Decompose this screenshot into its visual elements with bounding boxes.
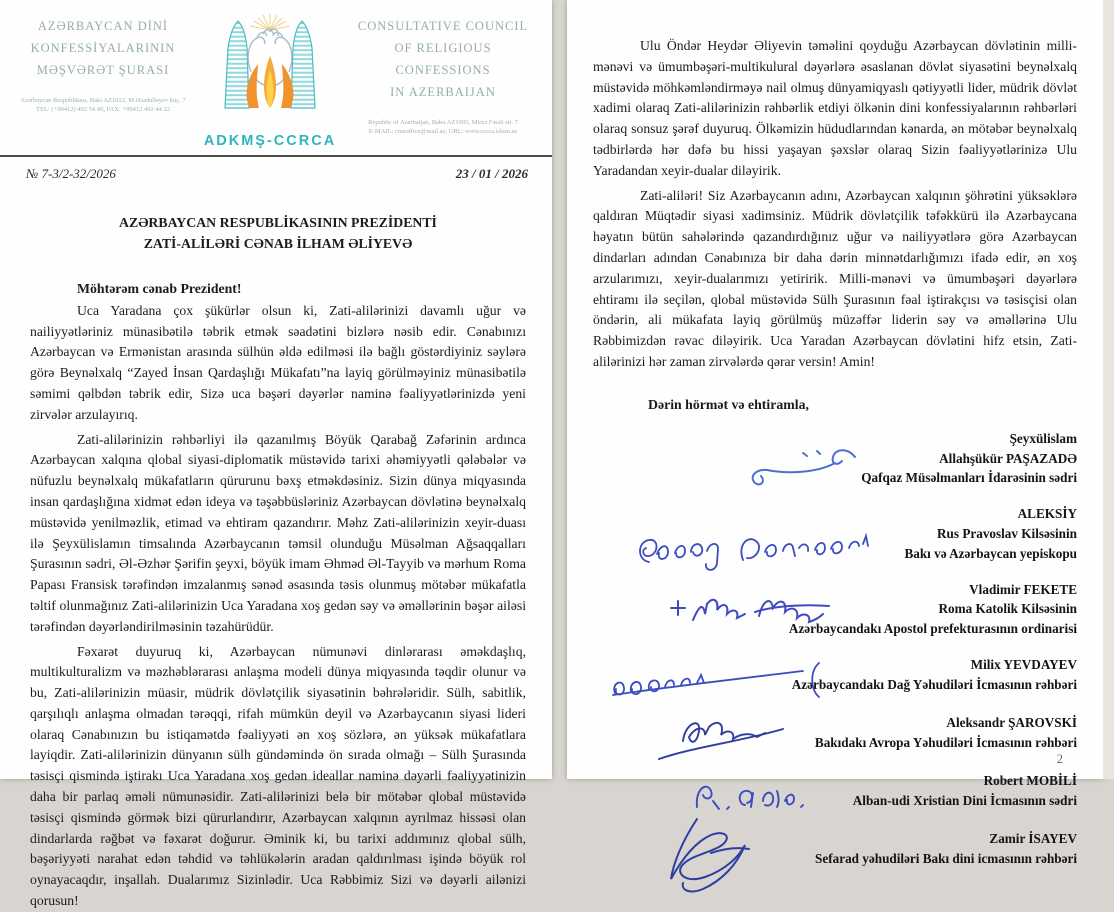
flame-icon — [247, 56, 294, 108]
letterhead — [0, 0, 552, 149]
address-en-line1: Republic of Azerbaijan, Baku AZ1005, Mirzə Fətəli str. 7 — [368, 118, 518, 126]
paragraph: Ulu Öndər Heydər Əliyevin təməlini qoyduğu Azərbaycan dövlətinin milli-mənəvi və ümumbəşəri-multikulural dəyərlərə əsaslanan dövlət siyasətini beynəlxalq müstəvidə möhkəmləndirməyə nail olmuş dünyamiqyaslı qətiyyətli lider, müdrik dövlət xadimi olaraq Zati-alilərinizin rəhbərlik etdiyi ölkənin dini konfessiyalarının rəhbərləri olaraq sonsuz şərəf duyuruq. Ölkəmizin hüdudlarından kənarda, ən mötəbər beynəlxalq tədbirlərdə hər dəfə bu hissi yaşayan şəxslər olaraq Sizin fəaliyyətlərinizə Ulu Yaradandan xeyir-dualar diləyirik. — [593, 38, 1077, 178]
signature-area — [567, 429, 1103, 871]
paragraph: Uca Yaradana çox şükürlər olsun ki, Zati-alilərinizi davamlı uğur və nailiyyətləriniz münasibətilə təbrik etmək səadətini bizlərə nəsib edir. Cənabınızı Azərbaycan və Ermənistan arasında sülhün əldə edilməsi ilə bağlı göstərdiyiniz səylərə görə Beynəlxalq “Zayed İnsan Qardaşlığı Mükafatı”na layiq görülməyiniz münasibətilə səmimi qəlbdən təbrik edir, Sizə uca bəşəri dəyərlər naminə fəaliyyətlərinizdə yeni zirvələr arzulayırıq. — [30, 302, 526, 422]
signatory-row — [593, 771, 1077, 813]
signatory-role: Bakı və Azərbaycan yepiskopu — [904, 545, 1077, 561]
signatory-row — [593, 580, 1077, 639]
salutation: Möhtərəm cənab Prezident! — [77, 280, 242, 296]
letter-date: 23 / 01 / 2026 — [455, 166, 528, 181]
letter-page-1 — [0, 0, 552, 909]
letter-title — [30, 212, 526, 255]
org-en-line3: IN AZERBAIJAN — [390, 84, 496, 99]
org-en-line2: OF RELIGIOUS CONFESSIONS — [394, 40, 492, 77]
signatory-name: Robert MOBİLİ — [983, 772, 1077, 788]
address-az-line2: TEL: (+99412) 492 54 49, FAX: +99412 492 44 22 — [36, 106, 170, 114]
signatory-title: Şeyxülislam — [1009, 430, 1077, 446]
reference-number: № 7-3/2-32/2026 — [26, 166, 116, 181]
paragraph: Zati-alilərinizin rəhbərliyi ilə qazanılmış Böyük Qarabağ Zəfərinin ardınca Azərbaycan xalqına qlobal siyasi-diplomatik müstəvidə tarixi əhəmiyyətli qələbələr və nüfuzlu beynəlxalq mükafatların qürurunu bəxş etməkdəsiniz. Sizin dünya miqyasında insan qardaşlığına xidmət edən ideya və təşəbbüsləriniz Azərbaycan dövlətinə beynəlxalq müstəvidə yenilməzlik, etimad və ehtiram qazandırır. Məhz Zati-alilərinizin xeyir-duası ilə Şeyxülislamın timsalında Azərbaycanın təmsil olunduğu Müsəlman Ağsaqqalları Şurasının sədri, Əl-Əzhər Şərifin şeyxi, böyük imam Əhməd Əl-Tayyib və mərhum Roma Papası Fransisk tərəfindən imzalanmış sənəd əsasında təsis olunmuş mötəbər mükafatla təltif olunmağınız Zati-alilərinizin Uca Yaradana xoş gedən səy və əməllərinin bəşər ailəsi tərəfindən dəyərləndirilməsinin təzahürüdür. — [30, 431, 526, 634]
signatory-name: Vladimir FEKETE — [969, 581, 1077, 597]
org-name-english — [348, 16, 538, 137]
signatory-role: Alban-udi Xristian Dini İcmasının sədri — [852, 792, 1077, 808]
signatory-name: Aleksandr ŞAROVSKİ — [946, 714, 1077, 730]
signatory-role: Roma Katolik Kilsəsinin — [938, 601, 1077, 617]
letter-title-line2: ZATİ-ALİLƏRİ CƏNAB İLHAM ƏLİYEVƏ — [143, 236, 413, 252]
org-az-line1: AZƏRBAYCAN DİNİ — [37, 19, 169, 33]
signatory-row — [593, 829, 1077, 871]
letter-page-2 — [567, 0, 1103, 866]
org-en-line1: CONSULTATIVE COUNCIL — [357, 19, 529, 33]
letter-title-line1: AZƏRBAYCAN RESPUBLİKASININ PREZİDENTİ — [119, 215, 437, 230]
paragraph: Fəxarət duyuruq ki, Azərbaycan nümunəvi dinlərarası əməkdaşlıq, multikulturalizm və məzhəblərarası anlaşma modeli dünya miqyasında təqdir olunur və bu, Zati-alilərinizin müasir, müdrik dövlətçilik siyasətinin bəhrələridir. Sülh, sabitlik, qarşılıqlı anlaşma olmadan tərəqqi, rifah mümkün deyil və Azərbaycanın siyasi lideri olaraq Cənabınızın bu istiqamətdə fəaliyyəti ən xoş sözlərə, ən yüksək mükafatlara layiqdir. Zati-alilərinizin dünyanın sülh gündəmində ön sırada olmağı – Sülh Şurasında təsisçi qismində iştirakı Uca Yaradana xoş gedən ideallar naminə dəyərli fəaliyyətinizin daha bir parlaq əməli nümunəsidir. Zati-alilərinizi belə bir mötəbər qlobal müstəvidə təsisçi qismində görmək bizi qürurlandırır, Azərbaycan xalqının ayrılmaz hissəsi olan dindarlarda rəğbət və fəxarət doğurur. Əminik ki, bu tarixi addımınız qlobal sülh, bəşəriyyəti narahat edən təhdid və təhlükələrin aradan qaldırılması işində böyük rol oynayacaqdır, inşallah. Dualarımız Sizinlədir. Uca Rəbbimiz Sizi və dəyərli ailənizi qorusun! — [30, 643, 526, 909]
signatory-role: Rus Pravoslav Kilsəsinin — [937, 525, 1077, 541]
signatory-role: Bakıdakı Avropa Yəhudiləri İcmasının rəhbəri — [814, 734, 1077, 750]
signatory-role: Azərbaycandakı Dağ Yəhudiləri İcmasının rəhbəri — [791, 676, 1077, 692]
org-az-line3: MƏŞVƏRƏT ŞURASI — [36, 62, 170, 77]
signatory-row — [593, 504, 1077, 563]
reference-row — [0, 157, 552, 182]
signatory-name: ALEKSİY — [1017, 506, 1077, 522]
signatory-role: Qafqaz Müsəlmanları İdarəsinin sədri — [861, 470, 1077, 486]
signatory-role: Sefarad yəhudiləri Bakı dini icmasının rəhbəri — [815, 850, 1077, 866]
signatory-name: Allahşükür PAŞAZADƏ — [939, 450, 1077, 466]
signatory-name: Zamir İSAYEV — [989, 830, 1077, 846]
left-tower-icon — [225, 21, 249, 108]
address-az-line1: Azərbaycan Respublikası, Bakı AZ1022, M.Əsədullayev küç. 7 — [20, 96, 186, 104]
page-number: 2 — [1056, 752, 1063, 766]
signatory-name: Milix YEVDAYEV — [970, 656, 1077, 672]
signatory-role: Azərbaycandakı Apostol prefekturasının ordinarisi — [788, 621, 1077, 637]
council-logo — [195, 12, 345, 149]
signatory-row — [593, 429, 1077, 488]
council-logo-icon — [195, 12, 345, 130]
right-tower-icon — [291, 21, 315, 108]
signatory-row — [593, 713, 1077, 755]
signatory-row — [593, 655, 1077, 697]
address-en-line2: E-MAIL: cmsoffice@mail.az, URL: www.ccrca.islam.az — [368, 128, 518, 136]
org-az-line2: KONFESSİYALARININ — [30, 40, 176, 55]
logo-acronym: ADKMŞ-CCRCA — [203, 133, 337, 149]
closing-line: Dərin hörmət və ehtiramla, — [648, 396, 809, 412]
paragraph: Zati-aliləri! Siz Azərbaycanın adını, Azərbaycan xalqının şöhrətini yüksəklərə qaldıran Müqtədir siyasi xadimsiniz. Müdrik dövlətçilik təfəkkürü ilə Azərbaycana həyatın bütün sahələrində qazandırdığınız uğur və nailiyyətlərə görə Azərbaycan dindarları adından Cənabınıza bir daha dərin minnətdarlığımızı ifadə edir, ən xoş arzularımızı, xeyir-dualarımızı yetiririk. Milli-mənəvi və ümumbəşəri dəyərlərə ehtiramı ilə seçilən, qlobal müstəvidə Sülh Şurasının fəal iştirakçısı və təsisçisi olan öndərin, ali mükafata layiq görülmüş müzəffər liderin səy və əməllərinə Ulu Rəbbimizdən rəvac diləyirik. Uca Yaradan Azərbaycan dövlətini hifz etsin, Zati-alilərinizi hər zaman zirvələrdə qərar versin! Amin! — [593, 187, 1077, 369]
right-edge-strip — [1103, 0, 1114, 779]
org-name-azerbaijani — [14, 16, 192, 115]
sunburst-icon — [250, 14, 290, 30]
